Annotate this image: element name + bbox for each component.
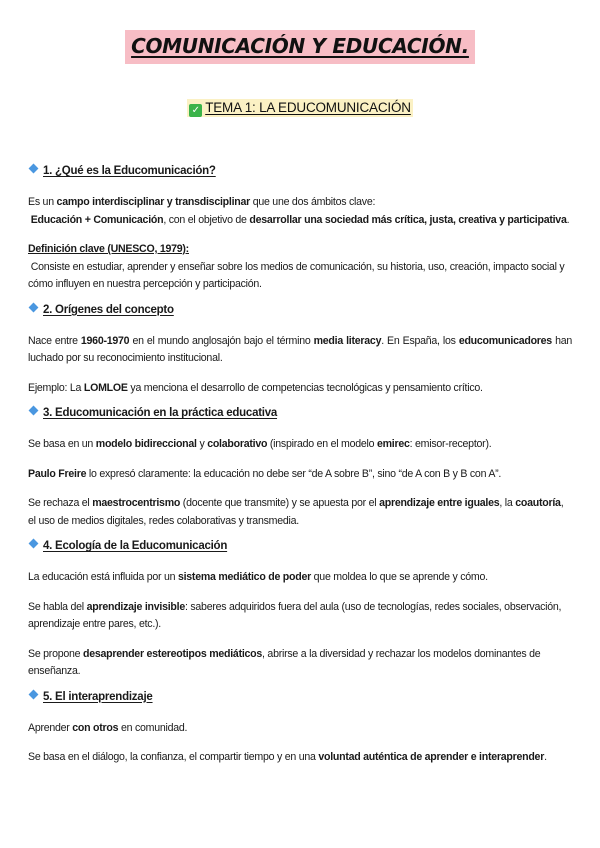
section-3-paragraph-2: Paulo Freire lo expresó claramente: la educación no debe ser “de A sobre B”, sino “de A con B y B con A”.	[28, 467, 502, 480]
blue-diamond-icon	[29, 164, 39, 174]
section-3-paragraph-3: Se rechaza el maestrocentrismo (docente que transmite) y se apuesta por el aprendizaje entre iguales, la coautoría, el uso de medios digitales, redes colaborativas y transmedia.	[28, 497, 564, 527]
section-4-paragraph-2: Se habla del aprendizaje invisible: saberes adquiridos fuera del aula (uso de tecnologías, redes sociales, observación, aprendizaje entre pares, etc.).	[28, 600, 562, 630]
blue-diamond-icon	[29, 302, 39, 312]
subtitle-container	[0, 99, 600, 117]
section-1-heading: 1. ¿Qué es la Educomunicación?	[28, 163, 572, 180]
section-5-paragraph-1: Aprender con otros en comunidad.	[28, 721, 188, 734]
document-body	[28, 163, 572, 779]
section-5-heading: 5. El interaprendizaje	[28, 689, 572, 706]
section-1-paragraph-1: Es un campo interdisciplinar y transdisciplinar que une dos ámbitos clave: Educación + Comunicación, con el objetivo de desarrollar una sociedad más crítica, justa, creativa y participativa.	[28, 196, 570, 226]
section-2-heading: 2. Orígenes del concepto	[28, 302, 572, 319]
section-1-definition	[28, 241, 572, 294]
title-container	[0, 0, 600, 64]
section-4-paragraph-3: Se propone desaprender estereotipos mediáticos, abrirse a la diversidad y rechazar los modelos dominantes de enseñanza.	[28, 647, 541, 677]
blue-diamond-icon	[29, 689, 39, 699]
definition-label: Definición clave (UNESCO, 1979):	[28, 243, 189, 255]
topic-title-text: TEMA 1: LA EDUCOMUNICACIÓN	[205, 100, 411, 115]
section-4-heading: 4. Ecología de la Educomunicación	[28, 538, 572, 555]
blue-diamond-icon	[29, 539, 39, 549]
definition-text: Consiste en estudiar, aprender y enseñar sobre los medios de comunicación, su historia, uso, creación, impacto social y cómo influyen en nuestra percepción y participación.	[28, 260, 565, 290]
blue-diamond-icon	[29, 406, 39, 416]
section-2-paragraph-1: Nace entre 1960-1970 en el mundo anglosajón bajo el término media literacy. En España, los educomunicadores han luchado por su reconocimiento institucional.	[28, 334, 573, 364]
section-2-paragraph-2: Ejemplo: La LOMLOE ya menciona el desarrollo de competencias tecnológicas y pensamiento crítico.	[28, 381, 483, 394]
document-title: COMUNICACIÓN Y EDUCACIÓN.	[125, 30, 475, 64]
check-mark-icon: ✓	[189, 104, 202, 117]
section-5-paragraph-2: Se basa en el diálogo, la confianza, el compartir tiempo y en una voluntad auténtica de aprender e interaprender.	[28, 751, 547, 763]
section-3-heading: 3. Educomunicación en la práctica educativa	[28, 405, 572, 422]
section-4-paragraph-1: La educación está influida por un sistema mediático de poder que moldea lo que se aprende y cómo.	[28, 571, 488, 583]
topic-title	[187, 99, 413, 117]
section-3-paragraph-1: Se basa en un modelo bidireccional y colaborativo (inspirado en el modelo emirec: emisor-receptor).	[28, 438, 492, 450]
